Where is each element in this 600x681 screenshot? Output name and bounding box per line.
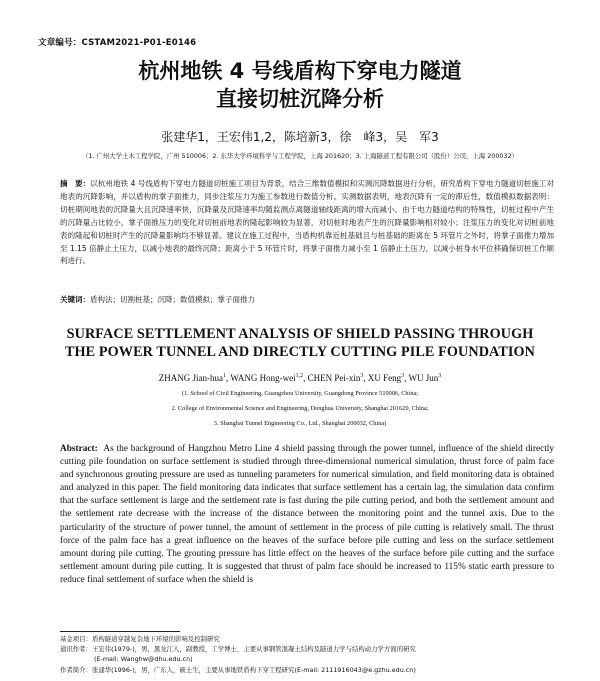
chinese-keywords-text: 盾构法；切割桩基；沉降；数值模拟；掌子面推力: [90, 295, 255, 304]
english-title-line-2: THE POWER TUNNEL AND DIRECTLY CUTTING PILE FOUNDATION: [64, 344, 536, 360]
chinese-title-line-1: 杭州地铁 4 号线盾构下穿电力隧道: [138, 59, 462, 83]
article-id: 文章编号：CSTAM2021-P01-E0146: [38, 38, 197, 48]
author-affil-mark: 3: [401, 373, 405, 379]
author-affil-mark: 3: [438, 373, 442, 379]
english-abstract-text: As the background of Hangzhou Metro Line 4 shield passing through the power tunnel, influence of the shield directly cutting pile foundation on surface settlement is studied through three-dimensional numerical simulation, thrust force of palm face and synchronous grouting pressure are used as tunneling parameters for numerical simulation, and field monitoring data is obtained and analyzed in this paper. The field monitoring data indicates that surface settlement has a certain lag, the simulation data confirm that the surface settlement is large and the settlement rate is fast during the pile cutting period, and both the settlement amount and the settlement rate decrease with the increase of the distance between the monitoring point and the tunnel axis. Due to the particularity of the structure of power tunnel, the amount of settlement in the process of pile cutting is relatively small. The thrust force of the palm face has a great influence on the heaves of the surface before pile cutting and less on the surface settlement amount during pile cutting. The grouting pressure has little effect on the heaves of the surface before pile cutting and the surface settlement amount during pile cutting. It is suggested that thrust of palm face should be increased to 115% static earth pressure to reduce final settlement of surface when the shield is: [60, 444, 555, 585]
chinese-abstract: [60, 178, 554, 268]
footnote-author-bio: 作者简介：张建华(1996-)，男，广东人，硕士生，主要从事地铁盾构下穿工程研究(E-mail: 2111916043@e.gzhu.edu.cn): [60, 665, 416, 674]
english-affiliation-2: 2. College of Environmental Science and Engineering, Donghua University, Shanghai 201620, China;: [171, 405, 429, 412]
chinese-title-line-2: 直接切桩沉降分析: [216, 87, 384, 111]
author-name: , XU Feng: [363, 373, 402, 383]
chinese-keywords: [60, 294, 554, 306]
author-affil-mark: 1: [223, 373, 227, 379]
english-abstract-label: Abstract:: [60, 444, 98, 454]
english-abstract: [60, 443, 554, 587]
author-affil-mark: 1,2: [295, 373, 304, 379]
footnote-fund: 基金项目：盾构隧道穿越复杂地下环境的影响及控制研究: [60, 635, 220, 643]
chinese-keywords-label: 关键词：: [60, 295, 90, 304]
english-title-line-1: SURFACE SETTLEMENT ANALYSIS OF SHIELD PASSING THROUGH: [66, 326, 534, 342]
author-name: , CHEN Pei-xin: [303, 373, 361, 383]
english-authors: [0, 373, 600, 383]
footnote-corresponding-author: 通讯作者：王宏伟(1979-)，男，黑龙江人，副教授，工学博士，主要从事钢管混凝土结构及隧道力学与结构动力学方面的研究: [60, 645, 416, 654]
footnotes: [60, 634, 554, 675]
footnote-email: (E-mail: Wanghw@dhu.edu.cn): [94, 655, 193, 664]
author-name: , WANG Hong-wei: [226, 373, 296, 383]
chinese-affiliations: （1. 广州大学土木工程学院，广州 510006；2. 东华大学环境科学与工程学院，上海 201620；3. 上海隧道工程有限公司（股份）公司，上海 200032）: [82, 152, 518, 160]
english-affiliation-3: 3. Shanghai Tunnel Engineering Co., Ltd., Shanghai 200032, China): [213, 420, 387, 427]
footnote-divider: [60, 631, 180, 632]
english-affiliation-1: (1. School of Civil Engineering, Guangzhou University, Guangdong Province 510006, China;: [181, 390, 419, 397]
author-name: , WU Jun: [404, 373, 439, 383]
chinese-abstract-text: 以杭州地铁 4 号线盾构下穿电力隧道切桩施工项目为背景，结合三维数值模拟和实测沉降数据进行分析，研究盾构下穿电力隧道切桩施工对地表的沉降影响，并以盾构的掌子面推力，同步注浆压力为施工参数进行数值分析。实测数据表明，地表沉降有一定的滞后性，数值模拟数据表明：切桩期间地表的沉降量大且沉降速率快，沉降量及沉降速率均随监测点离隧道轴线距离的增大而减小。由于电力隧道结构的特殊性，切桩过程中产生的沉降量占比较小，掌子面推压力的变化对切桩前地表的隆起影响较为显著，对切桩时地表产生的沉降量影响相对较小；注浆压力的变化对切桩前地表的隆起和切桩时产生的沉降量影响均不够显著。建议在施工过程中，当盾构机靠近桩基础且与桩基础的距离在 5 环管片之外时，将掌子面推力增加至 1.15 倍静止土压力，以减小地表的最终沉降；距离小于 5 环管片时，将掌子面推力减小至 1 倍静止土压力，以减小桩身水平位移确保切桩工作顺利进行。: [60, 179, 554, 266]
chinese-abstract-label: 摘 要：: [60, 179, 91, 188]
author-affil-mark: 3: [360, 373, 364, 379]
author-name: ZHANG Jian-hua: [158, 373, 224, 383]
chinese-authors: 张建华1，王宏伟1,2，陈培新3，徐 峰3，吴 军3: [161, 130, 439, 144]
